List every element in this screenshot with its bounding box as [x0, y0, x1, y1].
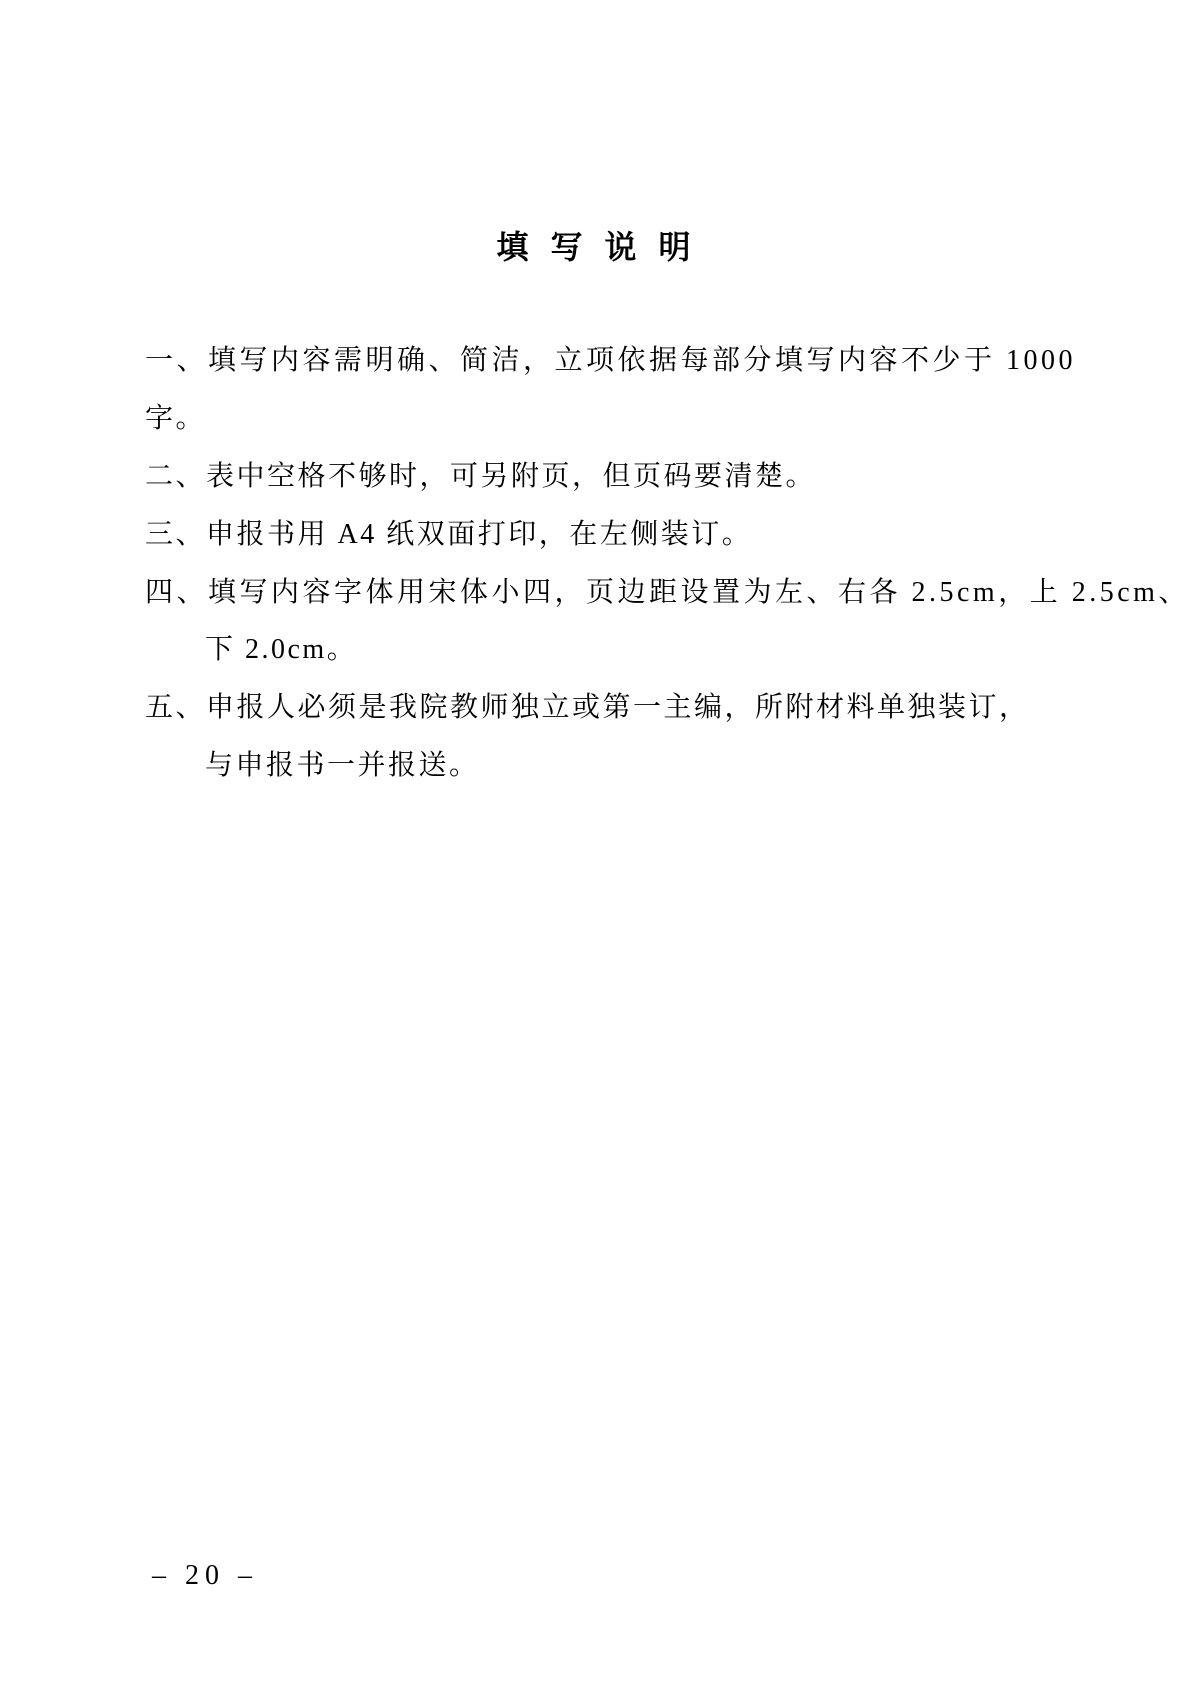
instruction-line-5: 五、申报人必须是我院教师独立或第一主编，所附材料单独装订， [145, 692, 1030, 723]
page-title: 填 写 说 明 [496, 229, 694, 265]
instruction-line-3: 三、申报书用 A4 纸双面打印，在左侧装订。 [145, 519, 753, 550]
instruction-line-4-continuation: 下 2.0cm。 [205, 634, 358, 665]
instruction-line-5-continuation: 与申报书一并报送。 [205, 750, 480, 781]
page-number: – 20 – [152, 1560, 258, 1591]
instruction-line-4: 四、填写内容字体用宋体小四，页边距设置为左、右各 2.5cm，上 2.5cm、 [145, 577, 1190, 608]
instruction-line-1-continuation: 字。 [145, 403, 207, 434]
instruction-line-1: 一、填写内容需明确、简洁，立项依据每部分填写内容不少于 1000 [145, 345, 1077, 376]
instruction-line-2: 二、表中空格不够时，可另附页，但页码要清楚。 [145, 461, 817, 492]
